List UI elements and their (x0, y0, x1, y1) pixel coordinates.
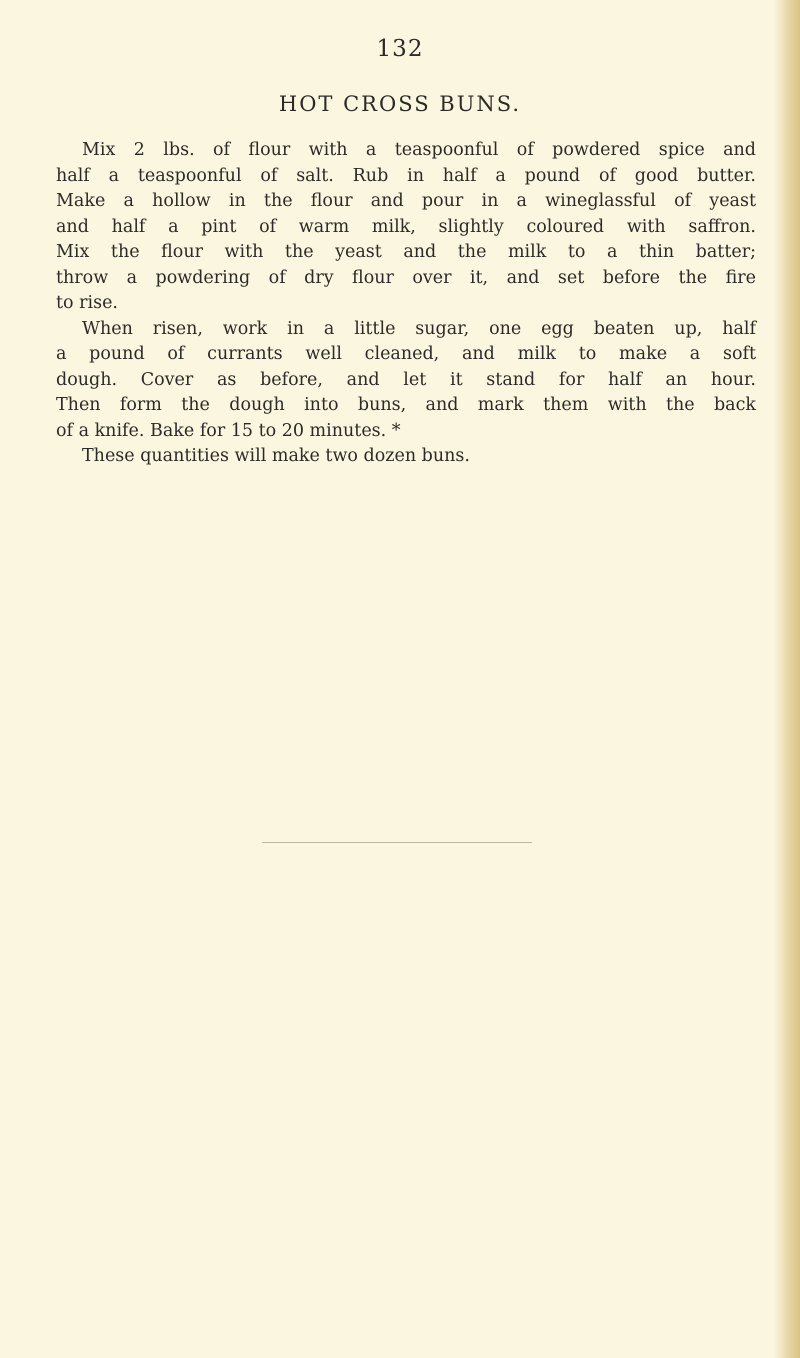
text-line: of a knife. Bake for 15 to 20 minutes. * (56, 420, 401, 441)
recipe-title: HOT CROSS BUNS. (278, 92, 522, 116)
text-line: Make a hollow in the flour and pour in a wineglassful of yeast (56, 191, 756, 211)
recipe-body (56, 138, 756, 470)
text-line: a pound of currants well cleaned, and milk to make a soft (56, 344, 756, 364)
text-line: to rise. (56, 293, 118, 313)
section-divider (262, 842, 532, 843)
text-line: Then form the dough into buns, and mark them with the back (56, 395, 756, 415)
text-line: When risen, work in a little sugar, one egg beaten up, half (82, 318, 756, 339)
text-line: half a teaspoonful of salt. Rub in half a pound of good butter. (56, 165, 756, 186)
text-line: These quantities will make two dozen buns. (82, 446, 470, 466)
text-line: Mix the flour with the yeast and the milk to a thin batter; (56, 242, 756, 262)
text-line: dough. Cover as before, and let it stand for half an hour. (56, 369, 756, 390)
text-line: throw a powdering of dry flour over it, and set before the fire (56, 267, 756, 288)
page-edge-shadow (774, 0, 800, 1358)
page-number: 132 (376, 36, 424, 62)
text-line: and half a pint of warm milk, slightly coloured with saffron. (56, 216, 756, 237)
text-line: Mix 2 lbs. of flour with a teaspoonful of powdered spice and (82, 140, 756, 160)
